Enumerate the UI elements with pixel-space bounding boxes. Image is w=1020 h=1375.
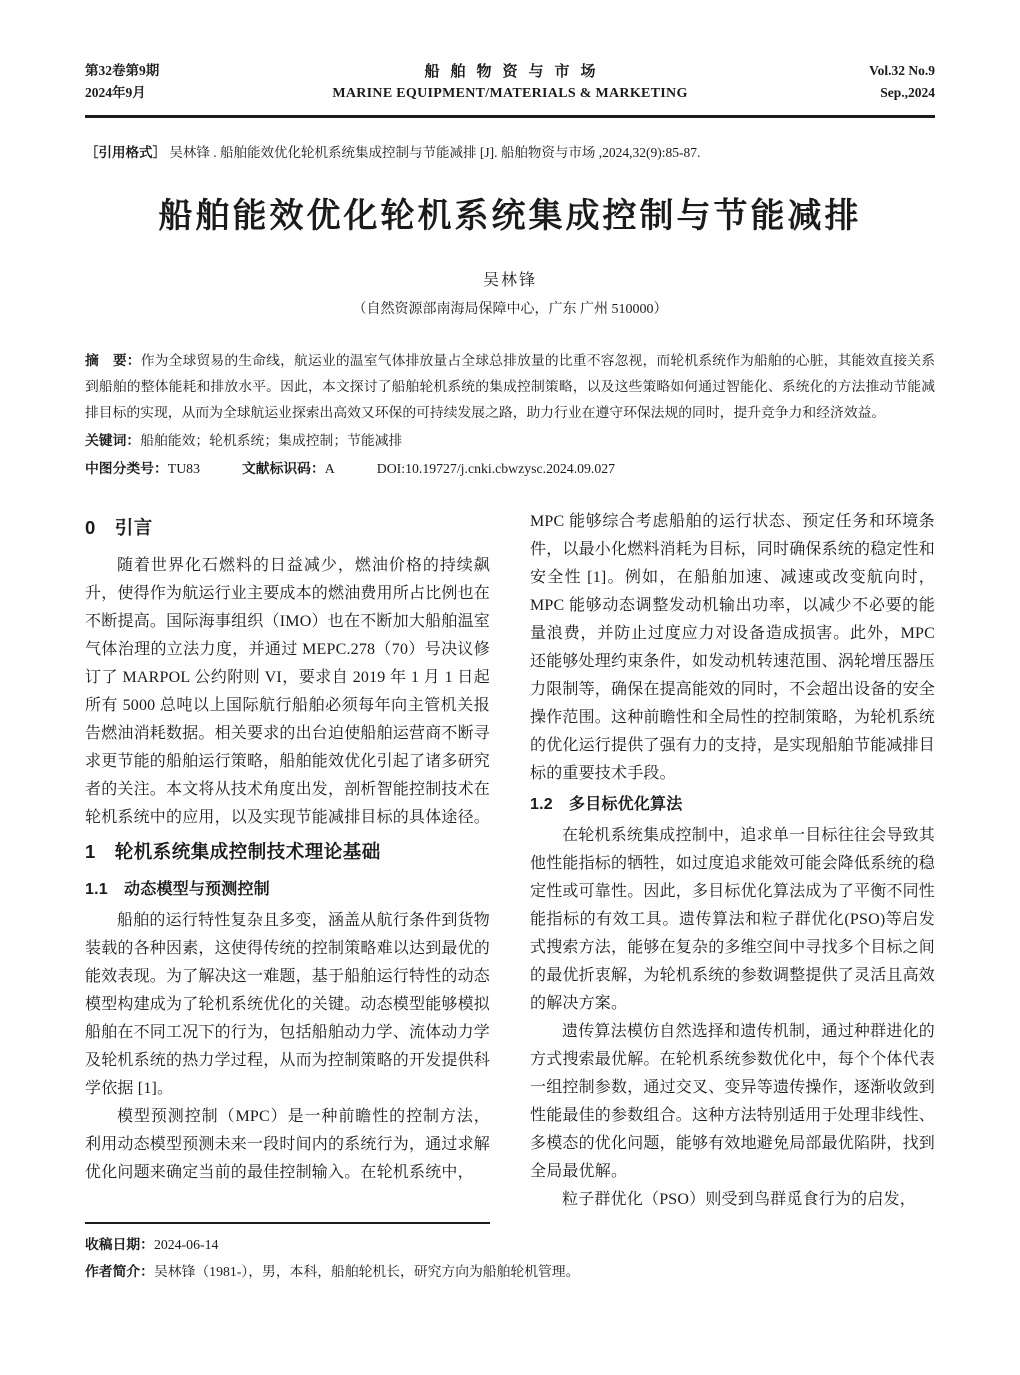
paragraph: 遗传算法模仿自然选择和遗传机制，通过种群进化的方式搜索最优解。在轮机系统参数优化中，每个个体代表一组控制参数，通过交叉、变异等遗传操作，逐渐收敛到性能最佳的参数组合。这种方法特别适用于处理非线性、多模态的优化问题，能够有效地避免局部最优陷阱，找到全局最优解。 (530, 1023, 936, 1180)
citation-format-label: ［引用格式］ (85, 145, 166, 160)
clc-value: TU83 (167, 461, 200, 476)
header-divider (85, 115, 935, 118)
issue-date-cn: 2024年9月 (85, 85, 146, 100)
paragraph: 模型预测控制（MPC）是一种前瞻性的控制方法，利用动态模型预测未来一段时间内的系统行为，通过求解优化问题来确定当前的最佳控制输入。在轮机系统中， (85, 1108, 491, 1181)
section-heading-1-1-dynamic-model: 1.1 动态模型与预测控制 (85, 881, 270, 898)
paragraph-continued: MPC 能够综合考虑船舶的运行状态、预定任务和环境条件，以最小化燃料消耗为目标，同时确保系统的稳定性和安全性 [1]。例如，在船舶加速、减速或改变航向时，MPC 能够动态调整发动机输出功率，以减少不必要的能量浪费，并防止过度应力对设备造成损害。此外，MPC 还能够处理约束条件，如发动机转速范围、涡轮增压器压力限制等，确保在提高能效的同时，不会超出设备的安全操作范围。这种前瞻性和全局性的控制策略，为轮机系统的优化运行提供了强有力的支持，是实现船舶节能减排目标的重要技术手段。 (530, 513, 936, 782)
keywords-text: 船舶能效；轮机系统；集成控制；节能减排 (140, 433, 403, 448)
keywords-label: 关键词： (85, 433, 141, 448)
received-date-line (85, 1231, 935, 1258)
section-heading-1-2-multi-objective: 1.2 多目标优化算法 (530, 796, 683, 813)
author-affiliation: （自然资源部南海局保障中心，广东 广州 510000） (352, 302, 668, 317)
issue-number-cn: 第32卷第9期 (85, 63, 160, 78)
section-heading-1-theory: 1 轮机系统集成控制技术理论基础 (85, 841, 381, 862)
volume-number-en: Vol.32 No.9 (869, 63, 935, 78)
journal-name-en: MARINE EQUIPMENT/MATERIALS & MARKETING (332, 86, 688, 101)
paragraph: 粒子群优化（PSO）则受到鸟群觅食行为的启发， (562, 1191, 916, 1208)
doc-code-label: 文献标识码： (241, 461, 325, 476)
clc-label: 中图分类号： (85, 461, 168, 476)
abstract-label: 摘 要： (85, 353, 141, 368)
paragraph: 船舶的运行特性复杂且多变，涵盖从航行条件到货物装载的各种因素，这使得传统的控制策略难以达到最优的能效表现。为了解决这一难题，基于船舶运行特性的动态模型构建成为了轮机系统优化的关键。动态模型能够模拟船舶在不同工况下的行为，包括船舶动力学、流体动力学及轮机系统的热力学过程，从而为控制策略的开发提供科学依据 [1]。 (85, 912, 491, 1097)
citation-text: 吴林锋 . 船舶能效优化轮机系统集成控制与节能减排 [J]. 船舶物资与市场 ,2024,32(9):85-87. (169, 145, 701, 160)
footnote-block (85, 1222, 935, 1285)
abstract-block (85, 348, 935, 426)
journal-name-block (235, 60, 785, 102)
paragraph: 在轮机系统集成控制中，追求单一目标往往会导致其他性能指标的牺牲，如过度追求能效可能会降低系统的稳定性或可靠性。因此，多目标优化算法成为了平衡不同性能指标的有效工具。遗传算法和粒子群优化(PSO)等启发式搜索方法，能够在复杂的多维空间中寻找多个目标之间的最优折衷解，为轮机系统的参数调整提供了灵活且高效的解决方案。 (530, 827, 936, 1012)
received-date-value: 2024-06-14 (153, 1237, 219, 1252)
footnote-divider (85, 1222, 490, 1224)
abstract-text: 作为全球贸易的生命线，航运业的温室气体排放量占全球总排放量的比重不容忽视，而轮机系统作为船舶的心脏，其能效直接关系到船舶的整体能耗和排放水平。因此，本文探讨了船舶轮机系统的集成控制策略，以及这些策略如何通过智能化、系统化的方法推动节能减排目标的实现，从而为全球航运业探索出高效又环保的可持续发展之路，助力行业在遵守环保法规的同时，提升竞争力和经济效益。 (85, 353, 935, 420)
journal-header (85, 60, 935, 104)
keywords-line (85, 428, 935, 454)
classification-line (85, 456, 935, 482)
issue-date-en: Sep.,2024 (880, 85, 935, 100)
author-bio-label: 作者简介： (85, 1264, 154, 1279)
author-bio-line (85, 1258, 935, 1285)
right-column (530, 508, 936, 1208)
received-date-label: 收稿日期： (85, 1237, 154, 1252)
author-bio-text: 吴林锋（1981-），男，本科，船舶轮机长，研究方向为船舶轮机管理。 (153, 1264, 580, 1279)
header-volume-block (785, 60, 935, 104)
paragraph: 随着世界化石燃料的日益减少，燃油价格的持续飙升，使得作为航运行业主要成本的燃油费用所占比例也在不断提高。国际海事组织（IMO）也在不断加大船舶温室气体治理的立法力度，并通过 MEPC.278（70）号决议修订了 MARPOL 公约附则 VI，要求自 2019 年 1 月 1 日起所有 5000 总吨以上国际航行船舶必须每年向主管机关报告燃油消耗数据。相关要求的出台迫使船舶运营商不断寻求更节能的船舶运行策略，船舶能效优化引起了诸多研究者的关注。本文将从技术角度出发，剖析智能控制技术在轮机系统中的应用，以及实现节能减排目标的具体途径。 (85, 557, 491, 826)
doc-code-value: A (324, 461, 335, 476)
body-columns (85, 508, 936, 1208)
citation-line (85, 143, 935, 163)
left-column (85, 508, 490, 1180)
page-title: 船舶能效优化轮机系统集成控制与节能减排 (158, 198, 862, 235)
section-heading-0-intro: 0 引言 (85, 517, 153, 538)
journal-name-cn: 船舶物资与市场 (424, 64, 607, 80)
author-name: 吴林锋 (482, 272, 537, 289)
doi-text: DOI:10.19727/j.cnki.cbwzysc.2024.09.027 (376, 461, 616, 476)
header-issue-block (85, 60, 235, 104)
